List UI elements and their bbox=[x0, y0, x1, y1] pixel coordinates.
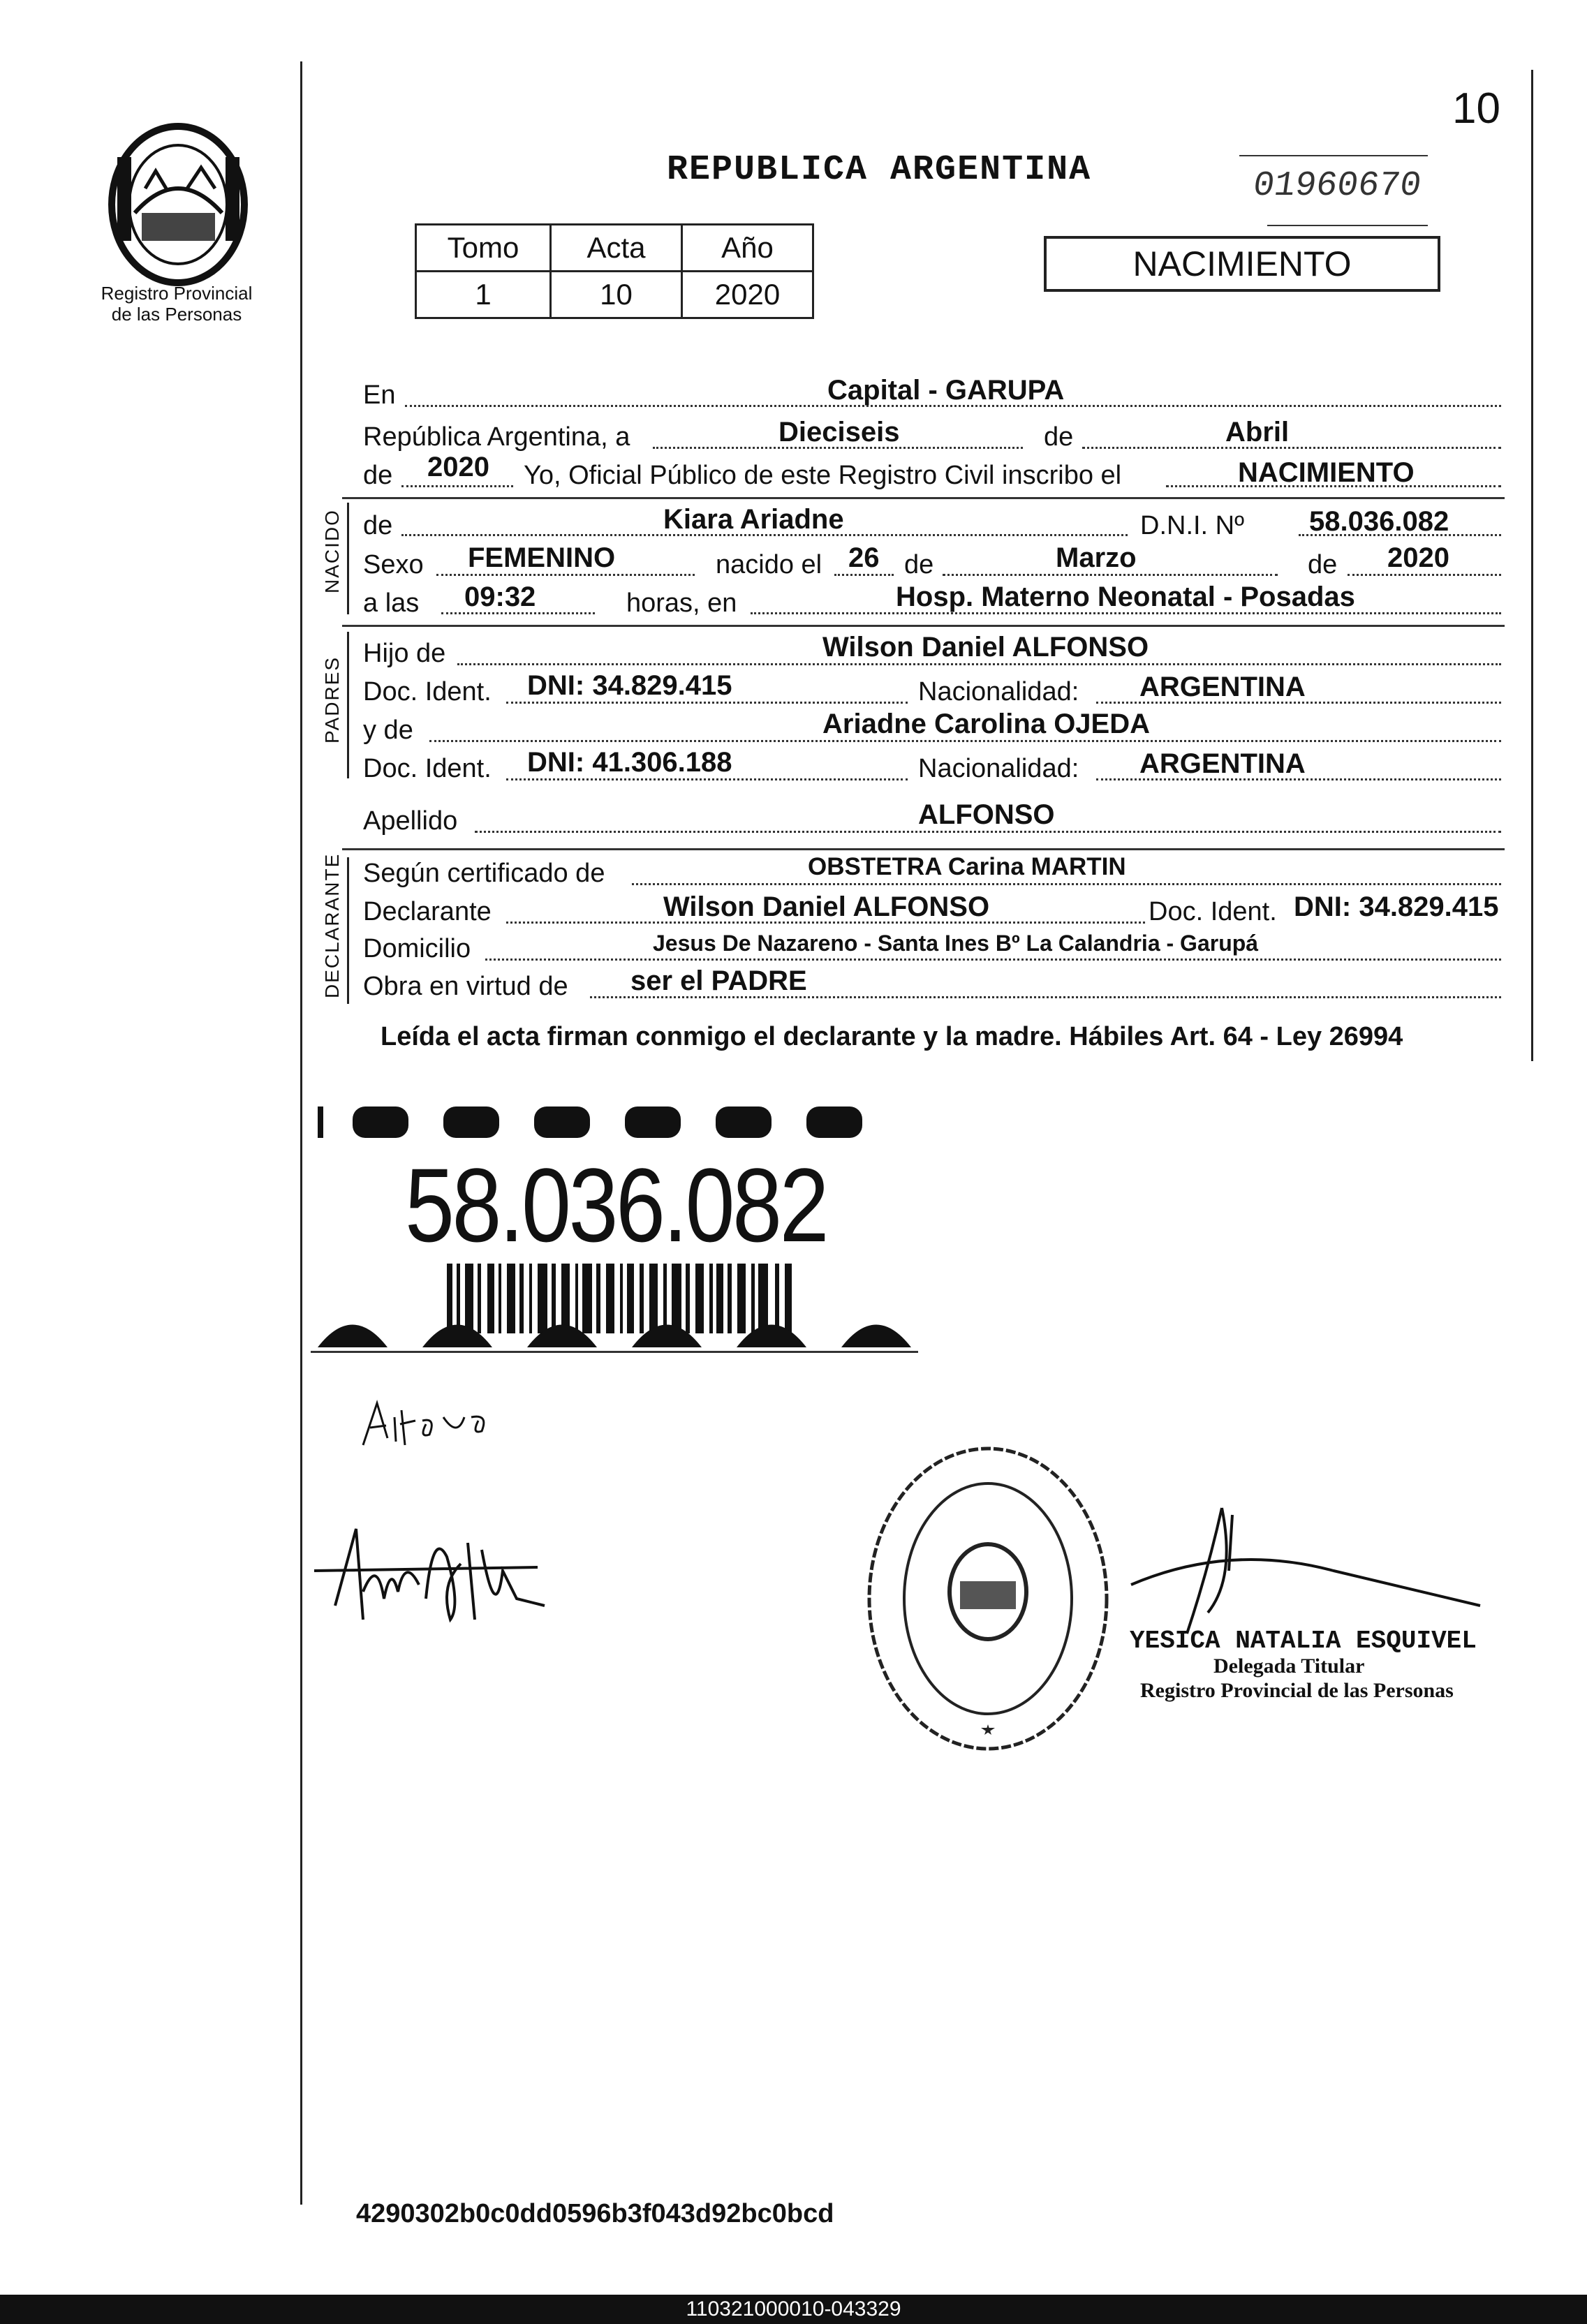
a-las-label: a las bbox=[363, 589, 420, 618]
table-value-ano: 2020 bbox=[682, 272, 813, 318]
dots bbox=[632, 883, 1501, 885]
obra-value: ser el PADRE bbox=[630, 965, 807, 996]
official-office: Registro Provincial de las Personas bbox=[1140, 1679, 1454, 1702]
padres-section-label: PADRES bbox=[321, 656, 343, 743]
seal-caption-line2: de las Personas bbox=[111, 304, 242, 325]
birth-de-label2: de bbox=[1308, 550, 1338, 579]
right-margin-rule bbox=[1531, 70, 1533, 1061]
seal-caption-line1: Registro Provincial bbox=[101, 283, 253, 304]
dots bbox=[1348, 574, 1501, 576]
section-rule bbox=[342, 625, 1505, 627]
obra-label: Obra en virtud de bbox=[363, 972, 568, 1001]
de2-label: de bbox=[363, 461, 393, 490]
footer-barcode-text: 110321000010-043329 bbox=[0, 2295, 1587, 2324]
dots bbox=[506, 778, 908, 780]
section-rule bbox=[342, 848, 1505, 850]
birth-place: Hosp. Materno Neonatal - Posadas bbox=[896, 582, 1355, 612]
dom-label: Domicilio bbox=[363, 934, 471, 963]
apellido-value: ALFONSO bbox=[918, 799, 1055, 830]
left-margin-rule bbox=[300, 61, 302, 2205]
dots bbox=[506, 702, 908, 704]
year-value: 2020 bbox=[427, 452, 489, 482]
declarante-bracket bbox=[347, 857, 349, 1004]
official-name: YESICA NATALIA ESQUIVEL bbox=[1130, 1627, 1477, 1655]
mother-nac-label: Nacionalidad: bbox=[918, 754, 1079, 783]
month-value: Abril bbox=[1225, 417, 1290, 447]
declarant-signature bbox=[307, 1515, 552, 1644]
nacido-el-label: nacido el bbox=[716, 550, 822, 579]
serial-underline bbox=[1239, 155, 1428, 156]
day-value: Dieciseis bbox=[778, 417, 900, 447]
en-value: Capital - GARUPA bbox=[827, 375, 1065, 406]
page-number: 10 bbox=[1452, 84, 1500, 133]
mother-nationality: ARGENTINA bbox=[1139, 748, 1306, 779]
official-stamp bbox=[862, 1442, 1114, 1766]
sexo-label: Sexo bbox=[363, 550, 424, 579]
record-type-box: NACIMIENTO bbox=[1044, 236, 1440, 292]
nacido-section-label: NACIDO bbox=[321, 509, 343, 593]
baby-dni: 58.036.082 bbox=[1309, 506, 1449, 537]
en-label: En bbox=[363, 380, 396, 410]
dots bbox=[834, 574, 894, 576]
handwritten-declarant-name bbox=[360, 1396, 499, 1456]
legal-text: Leída el acta firman conmigo el declarante y la madre. Hábiles Art. 64 - Ley 26994 bbox=[381, 1022, 1403, 1051]
decl-value: Wilson Daniel ALFONSO bbox=[663, 891, 990, 922]
official-role: Delegada Titular bbox=[1213, 1655, 1365, 1678]
dots bbox=[485, 959, 1501, 961]
dots bbox=[475, 831, 1501, 833]
padres-bracket bbox=[347, 632, 349, 778]
inscribo-value: NACIMIENTO bbox=[1238, 457, 1415, 488]
birth-de-label: de bbox=[904, 550, 934, 579]
father-name: Wilson Daniel ALFONSO bbox=[822, 632, 1149, 663]
birth-month: Marzo bbox=[1056, 542, 1137, 573]
table-value-tomo: 1 bbox=[416, 272, 551, 318]
decl-doc-label: Doc. Ident. bbox=[1149, 897, 1277, 926]
document-hash: 4290302b0c0dd0596b3f043d92bc0bcd bbox=[356, 2199, 834, 2228]
provincial-seal bbox=[103, 122, 253, 286]
serial-number: 01960670 bbox=[1250, 166, 1424, 206]
horas-label: horas, en bbox=[626, 589, 737, 618]
section-rule bbox=[342, 497, 1505, 499]
birth-time: 09:32 bbox=[464, 582, 536, 612]
document-title: REPUBLICA ARGENTINA bbox=[667, 150, 1092, 190]
baby-name: Kiara Ariadne bbox=[663, 504, 844, 535]
cert-label: Según certificado de bbox=[363, 859, 605, 888]
republica-label: República Argentina, a bbox=[363, 422, 630, 452]
yde-label: y de bbox=[363, 716, 413, 745]
hijo-label: Hijo de bbox=[363, 639, 446, 668]
father-nac-label: Nacionalidad: bbox=[918, 677, 1079, 706]
dni-label: D.N.I. Nº bbox=[1140, 511, 1244, 540]
decl-doc: DNI: 34.829.415 bbox=[1294, 891, 1499, 922]
birth-day: 26 bbox=[848, 542, 880, 573]
birth-year: 2020 bbox=[1387, 542, 1449, 573]
apellido-label: Apellido bbox=[363, 806, 458, 836]
nacido-bracket bbox=[347, 503, 349, 614]
tomo-acta-ano-table bbox=[415, 223, 814, 319]
cert-value: OBSTETRA Carina MARTIN bbox=[808, 853, 1126, 880]
table-header-tomo: Tomo bbox=[416, 225, 551, 272]
dots bbox=[943, 574, 1278, 576]
inscribo-text: Yo, Oficial Público de este Registro Civil inscribo el bbox=[524, 461, 1122, 490]
declarante-section-label: DECLARANTE bbox=[321, 852, 343, 998]
father-nationality: ARGENTINA bbox=[1139, 672, 1306, 702]
de-label: de bbox=[1044, 422, 1074, 452]
dots bbox=[436, 574, 695, 576]
mother-doc: DNI: 41.306.188 bbox=[527, 747, 732, 778]
table-header-acta: Acta bbox=[551, 225, 682, 272]
father-doc-label: Doc. Ident. bbox=[363, 677, 492, 706]
serial-underline-2 bbox=[1267, 225, 1428, 226]
dots bbox=[457, 663, 1501, 665]
dots bbox=[401, 485, 513, 487]
dom-value: Jesus De Nazareno - Santa Ines Bº La Calandria - Garupá bbox=[653, 931, 1259, 956]
dots bbox=[429, 740, 1501, 742]
mother-doc-label: Doc. Ident. bbox=[363, 754, 492, 783]
seal-caption bbox=[82, 283, 271, 325]
sticker-number: 58.036.082 bbox=[405, 1146, 827, 1264]
table-value-acta: 10 bbox=[551, 272, 682, 318]
father-doc: DNI: 34.829.415 bbox=[527, 670, 732, 701]
sexo-value: FEMENINO bbox=[468, 542, 616, 573]
table-header-ano: Año bbox=[682, 225, 813, 272]
decl-label: Declarante bbox=[363, 897, 492, 926]
nacido-de-label: de bbox=[363, 511, 393, 540]
mother-name: Ariadne Carolina OJEDA bbox=[822, 709, 1151, 739]
dots bbox=[1082, 447, 1501, 449]
